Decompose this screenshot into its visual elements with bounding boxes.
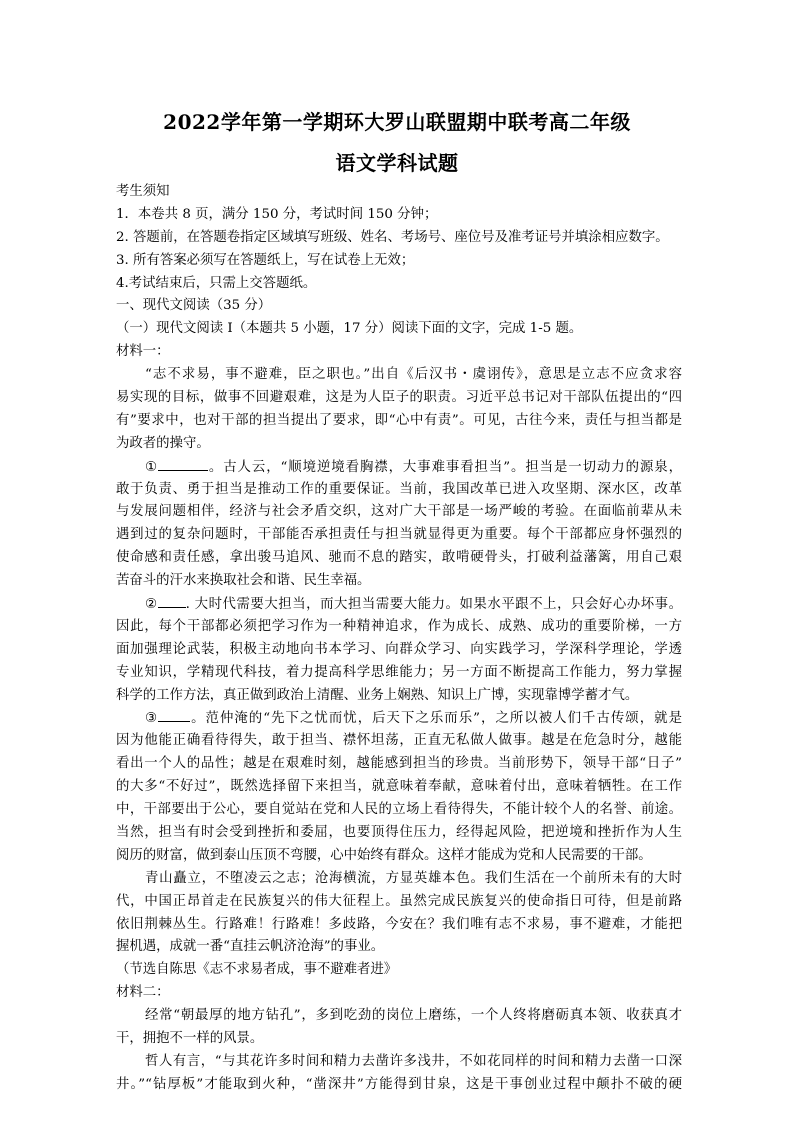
paragraph-line: 面加强理论武装，积极主动地向书本学习、向群众学习、向实践学习，学深科学理论，学透: [116, 641, 682, 657]
paragraph-line: 中，干部要出于公心，要自觉站在党和人民的立场上看待得失，不能计较个人的名誉、前途。: [116, 802, 682, 818]
paragraph-line: 干，拥抱不一样的风景。: [116, 1030, 264, 1046]
paragraph-line: 专业知识，学精现代科技，着力提高科学思维能力；另一方面不断提高工作能力，努力掌握: [116, 664, 682, 680]
paragraph-line: 依旧荆棘丛生。行路难！行路难！多歧路，今安在？我们唯有志不求易，事不避难，才能把: [116, 916, 682, 932]
material-label: 材料一：: [116, 344, 170, 360]
paragraph-line: [116, 593, 682, 616]
paragraph-text: 。古人云，“顺境逆境看胸襟，大事难事看担当”。担当是一切动力的源泉，: [207, 459, 682, 475]
blank-marker: ③: [145, 711, 159, 727]
blank-marker: ②: [145, 597, 158, 613]
paragraph-line: “志不求易，事不避难，臣之职也。”出自《后汉书・虞诩传》，意思是立志不应贪求容: [145, 367, 682, 383]
paragraph-line: 因此，每个干部都必须把学习作为一种精神追求，作为成长、成熟、成功的重要阶梯，一方: [116, 618, 682, 634]
paragraph-line: 阅历的财富，做到泰山压顶不弯腰，心中始终有群众。这样才能成为党和人民需要的干部。: [116, 847, 652, 863]
paragraph-line: 敢于负责、勇于担当是推动工作的重要保证。当前，我国改革已进入攻坚期、深水区，改革: [116, 481, 682, 497]
answer-blank: [158, 456, 208, 471]
paragraph-line: 为政者的操守。: [116, 435, 210, 451]
paragraph-line: 经常“朝最厚的地方钻孔”，多到吃劲的岗位上磨练，一个人终将磨砺真本领、收获真才: [145, 1008, 682, 1024]
paragraph-line: [116, 456, 682, 479]
paragraph-line: 科学的工作方法，真正做到政治上清醒、业务上娴熟、知识上广博，实现靠博学蓄才气。: [116, 687, 639, 703]
notice-header: 考生须知: [116, 184, 170, 199]
paragraph-line: 当然，担当有时会受到挫折和委屈，也要顶得住压力，经得起风险，把逆境和挫折作为人生: [116, 824, 682, 840]
notice-item: 1．本卷共 8 页，满分 150 分，考试时间 150 分钟；: [116, 206, 438, 222]
paragraph-line: 与发展问题相伴，经济与社会矛盾交织，这对广大干部是一场严峻的考验。在面临前辈从未: [116, 504, 682, 520]
paragraph-line: 使命感和责任感，拿出骏马追风、驰而不息的踏实，敢啃硬骨头，打破利益藩篱，用自己艰: [116, 550, 682, 566]
paragraph-text: 。范仲淹的“先下之忧而忧，后天下之乐而乐”，之所以被人们千古传颂，就是: [190, 711, 682, 727]
paragraph-line: 井。”“钻厚板”才能取到火种，“凿深井”方能得到甘泉，这是干事创业过程中颠扑不破的硬: [116, 1076, 682, 1092]
paragraph-line: [116, 707, 682, 730]
paragraph-line: 哲人有言，“与其花许多时间和精力去凿许多浅井，不如花同样的时间和精力去凿一口深: [145, 1053, 682, 1069]
paragraph-line: 看出一个人的品性；越是在艰难时刻，越能感到担当的珍贵。当前形势下，领导干部“日子”: [116, 756, 682, 772]
paragraph-line: 遇到过的复杂问题时，干部能否承担责任与担当就显得更为重要。每个干部都应身怀强烈的: [116, 527, 682, 543]
paragraph-line: 握机遇，成就一番“直挂云帆济沧海”的事业。: [116, 939, 385, 955]
section-heading: 一、现代文阅读（35 分）: [116, 298, 272, 314]
paragraph-line: 有”要求中，也对干部的担当提出了要求，即“心中有责”。可见，古往今来，责任与担当都是: [116, 412, 682, 428]
answer-blank: [158, 707, 190, 722]
blank-marker: ①: [145, 459, 158, 475]
paragraph-line: 青山矗立，不堕凌云之志；沧海横流，方显英雄本色。我们生活在一个前所未有的大时: [145, 870, 682, 886]
notice-item: 4.考试结束后，只需上交答题纸。: [116, 275, 317, 291]
notice-item: 3. 所有答案必须写在答题纸上，写在试卷上无效；: [116, 252, 415, 268]
answer-blank: [158, 593, 186, 608]
page-title: 2022学年第一学期环大罗山联盟期中联考高二年级: [163, 110, 631, 134]
source-note: （节选自陈思《志不求易者成，事不避难者进》: [116, 962, 398, 978]
subsection-heading: （一）现代文阅读 I（本题共 5 小题，17 分）阅读下面的文字，完成 1-5 题。: [116, 321, 583, 337]
paragraph-line: 苦奋斗的汗水来换取社会和谐、民生幸福。: [116, 573, 371, 589]
material-label: 材料二：: [116, 985, 170, 1001]
page-subtitle: 语文学科试题: [335, 151, 459, 175]
paragraph-line: 因为他能正确看待得失，敢于担当、襟怀坦荡，正直无私做人做事。越是在危急时分，越能: [116, 733, 682, 749]
paragraph-line: 的大多“不好过”，既然选择留下来担当，就意味着奉献，意味着付出，意味着牺牲。在工作: [116, 779, 682, 795]
notice-item: 2. 答题前，在答题卷指定区域填写班级、姓名、考场号、座位号及准考证号并填涂相应数字。: [116, 229, 669, 245]
paragraph-line: 代，中国正昂首走在民族复兴的伟大征程上。虽然完成民族复兴的使命指日可待，但是前路: [116, 893, 682, 909]
paragraph-text: . 大时代需要大担当，而大担当需要大能力。如果水平跟不上，只会好心办坏事。: [185, 597, 682, 613]
paragraph-line: 易实现的目标，做事不回避艰难，这是为人臣子的职责。习近平总书记对干部队伍提出的“四: [116, 390, 682, 406]
exam-content: [116, 181, 682, 1097]
